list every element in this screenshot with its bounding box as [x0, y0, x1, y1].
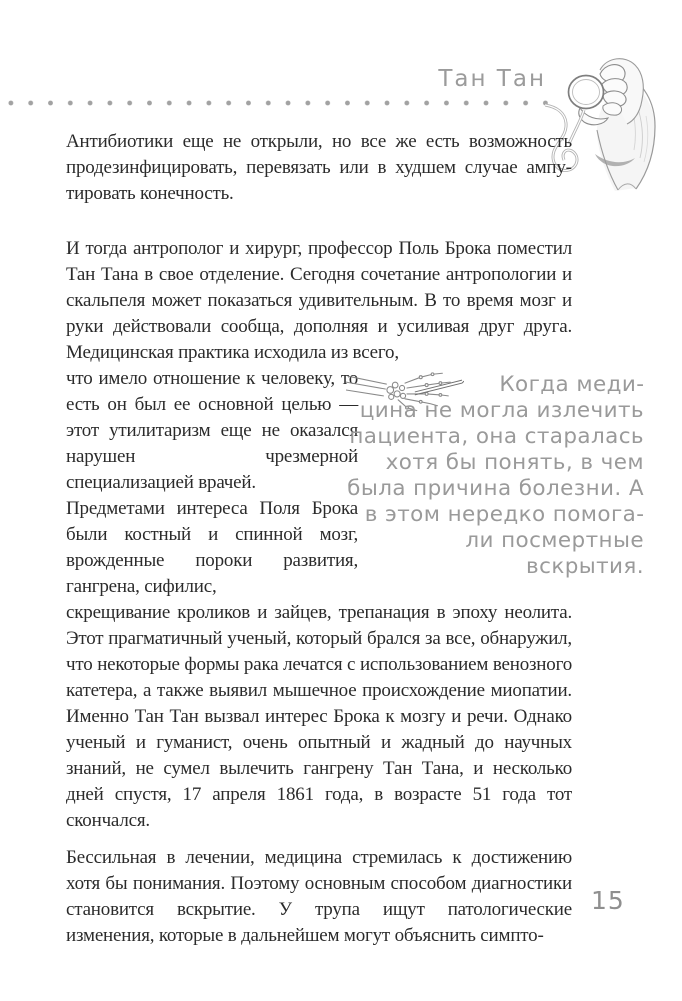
paragraph-wrapped: что имело отношение к человеку, то есть он был ее основной целью — этот утилитаризм еще не оказался нарушен чрезмерной специализацией врачей.: [66, 368, 358, 493]
pull-quote: [346, 372, 644, 580]
paragraph: Антибиотики еще не открыли, но все же есть возможность продезинфицировать, перевязать или в худшем случае ампутировать конечность.: [66, 131, 572, 204]
paragraph-wrapped: Предметами интереса Поля Брока были костный и спинной мозг, врожденные пороки развития, гангрена, сифилис,: [66, 498, 358, 597]
running-title: Тан Тан: [438, 66, 546, 92]
paragraph: скрещивание кроликов и зайцев, трепанация в эпоху неолита. Этот прагматичный ученый, который брался за все, обнаружил, что некоторые формы рака лечатся с использованием венозного катетера, а также выявил мышечное происхождение миопатии. Именно Тан Тан вызвал интерес Брока к мозгу и речи. Однако ученый и гуманист, очень опытный и жадный до научных знаний, не сумел вылечить гангрену Тан Тана, и несколько дней спустя, 17 апреля 1861 года, в возрасте 51 года тот скончался.: [66, 602, 572, 831]
pull-quote-text: Когда медицина не могла излечить пациента, она старалась хотя бы понять, в чем была причина болезни. А в этом нередко помогали посмертные вскрытия.: [347, 372, 644, 579]
dotted-divider: [1, 99, 559, 107]
paragraph: И тогда антрополог и хирург, профессор Поль Брока поместил Тан Тана в свое отделение. Сегодня сочетание антропологии и скальпеля может показаться удивительным. В то время мозг и руки действовали сообща, дополняя и усиливая друг друга. Медицинская практика исходила из всего,: [66, 238, 572, 363]
page-number: 15: [591, 886, 625, 915]
paragraph: Бессильная в лечении, медицина стремилась к достижению хотя бы понимания. Поэтому основным способом диагностики становится вскрытие. У трупа ищут патологические изменения, которые в дальнейшем могут объяснить симпто-: [66, 847, 572, 946]
skeletal-hand-icon: [346, 372, 464, 398]
